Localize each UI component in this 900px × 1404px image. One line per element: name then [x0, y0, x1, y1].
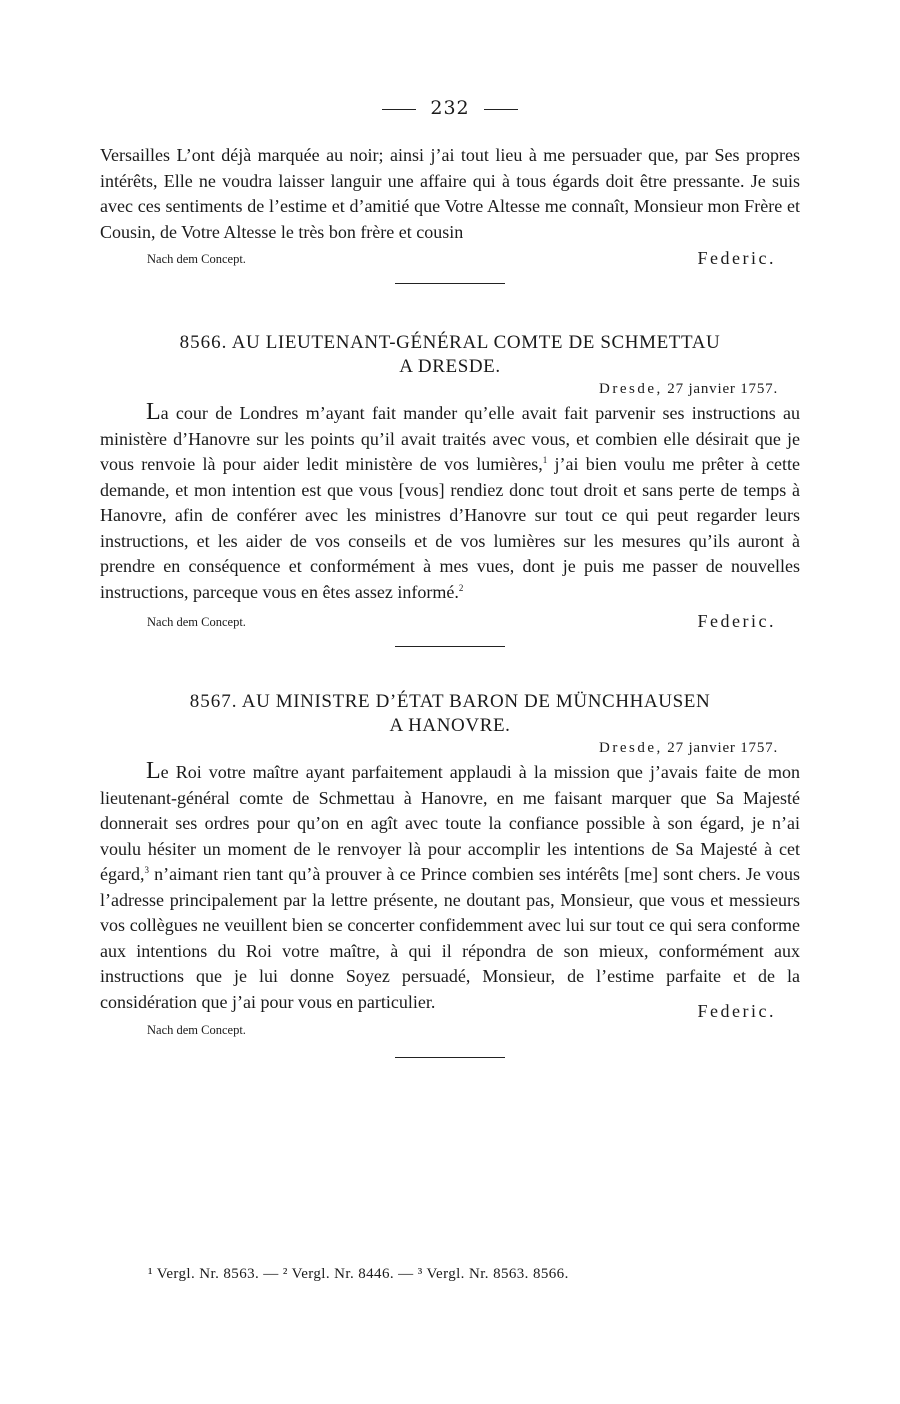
divider-rule — [395, 1057, 505, 1058]
intro-paragraph: Versailles L’ont déjà marquée au noir; ainsi j’ai tout lieu à me persuader que, par Ses propres intérêts, Elle ne voudra laisser languir une affaire qui à tous égards doit être pressante. Je suis avec ces sentiments de l’estime et d’amitié que Votre Altesse me connaît, Monsieur mon Frère et Cousin, de Votre Altesse le très bon frère et cousin — [100, 145, 800, 242]
letter-body-part1: a cour de Londres m’ayant fait mander qu’elle avait fait parvenir ses instructions au ministère d’Hanovre sur les points qu’il avait traités avec vous, et combien elle désirait que je vous renvoie là pour aider ledit ministère de vos lumières, — [100, 403, 800, 474]
footnote-marker: 1 — [542, 455, 548, 465]
letter-number: 8567. — [189, 691, 238, 712]
letter-signature-row — [100, 1001, 800, 1041]
letter-place-date — [100, 740, 800, 757]
letter-signature: Federic. — [697, 1001, 776, 1021]
letter-place: Dresde, — [599, 381, 663, 397]
letter-body — [100, 400, 800, 605]
page-number-dash-right — [484, 109, 518, 110]
drop-initial: L — [146, 758, 161, 784]
letter-recipient: AU LIEUTENANT-GÉNÉRAL COMTE DE SCHMETTAU — [231, 332, 721, 353]
letter-destination: A DRESDE. — [399, 356, 501, 377]
letter-date: 27 janvier 1757. — [667, 740, 778, 756]
intro-signature-row — [100, 248, 800, 274]
intro-signature: Federic. — [697, 248, 776, 268]
intro-concept-note: Nach dem Concept. — [147, 252, 246, 266]
letter-body-part1: e Roi votre maître ayant parfaitement applaudi à la mission que j’avais faite de mon lieutenant-général comte de Schmettau à Hanovre, en me faisant marquer que Sa Majesté donnerait ses ordres pour qu’on en agît avec toute la confiance possible à son égard, je n’ai voulu hésiter un moment de le renvoyer là pour accomplir les intentions de Sa Majesté à cet égard, — [100, 762, 800, 884]
footnote-marker: 3 — [144, 865, 149, 875]
letter-date: 27 janvier 1757. — [667, 381, 778, 397]
page-number-dash-left — [382, 109, 416, 110]
page-number-text: 232 — [430, 97, 470, 119]
letter-body — [100, 759, 800, 1015]
letter-signature-row — [100, 611, 800, 637]
divider-rule — [395, 646, 505, 647]
letter-body-part2: j’ai bien voulu me prêter à cette demande, et mon intention est que vous [vous] rendiez donc tout droit et sans perte de temps à Hanovre, afin de conférer avec les ministres d’Hanovre sur tout ce qui peut regarder leurs instructions, et les aider de vos conseils et de vos lumières sur les mesures qu’ils auront à prendre en conséquence et conformément à mes vues, dont je puis me passer de nouvelles instructions, parceque vous en êtes assez informé. — [100, 454, 800, 602]
letter-place: Dresde, — [599, 740, 663, 756]
footnote-marker: 2 — [458, 582, 464, 593]
letter-8566 — [100, 331, 800, 647]
letter-destination: A HANOVRE. — [389, 715, 511, 736]
letter-heading — [100, 690, 800, 714]
letter-concept-note: Nach dem Concept. — [147, 615, 246, 629]
page-content — [100, 143, 800, 1058]
letter-8567 — [100, 690, 800, 1058]
drop-initial: L — [146, 399, 161, 425]
divider-rule — [395, 283, 505, 284]
letter-signature: Federic. — [697, 611, 776, 631]
letter-recipient: AU MINISTRE D’ÉTAT BARON DE MÜNCHHAUSEN — [241, 691, 711, 712]
footnotes: ¹ Vergl. Nr. 8563. — ² Vergl. Nr. 8446. — ³ Vergl. Nr. 8563. 8566. — [148, 1266, 569, 1282]
letter-place-date — [100, 381, 800, 398]
letter-concept-note: Nach dem Concept. — [147, 1023, 246, 1037]
letter-number: 8566. — [179, 332, 228, 353]
letter-body-part2: n’aimant rien tant qu’à prouver à ce Prince combien ses intérêts [me] sont chers. Je vous l’adresse principalement par la lettre présente, ne doutant pas, Monsieur, que vous et messieurs vos collègues ne veuillent bien se concerter confidemment avec lui sur tout ce qui sera conforme aux intentions du Roi votre maître, à qui il répondra de son mieux, conformément aux instructions que je lui donne Soyez persuadé, Monsieur, de l’estime parfaite et de la considération que j’ai pour vous en particulier. — [100, 864, 800, 1012]
letter-heading — [100, 331, 800, 355]
page-number — [0, 97, 900, 119]
